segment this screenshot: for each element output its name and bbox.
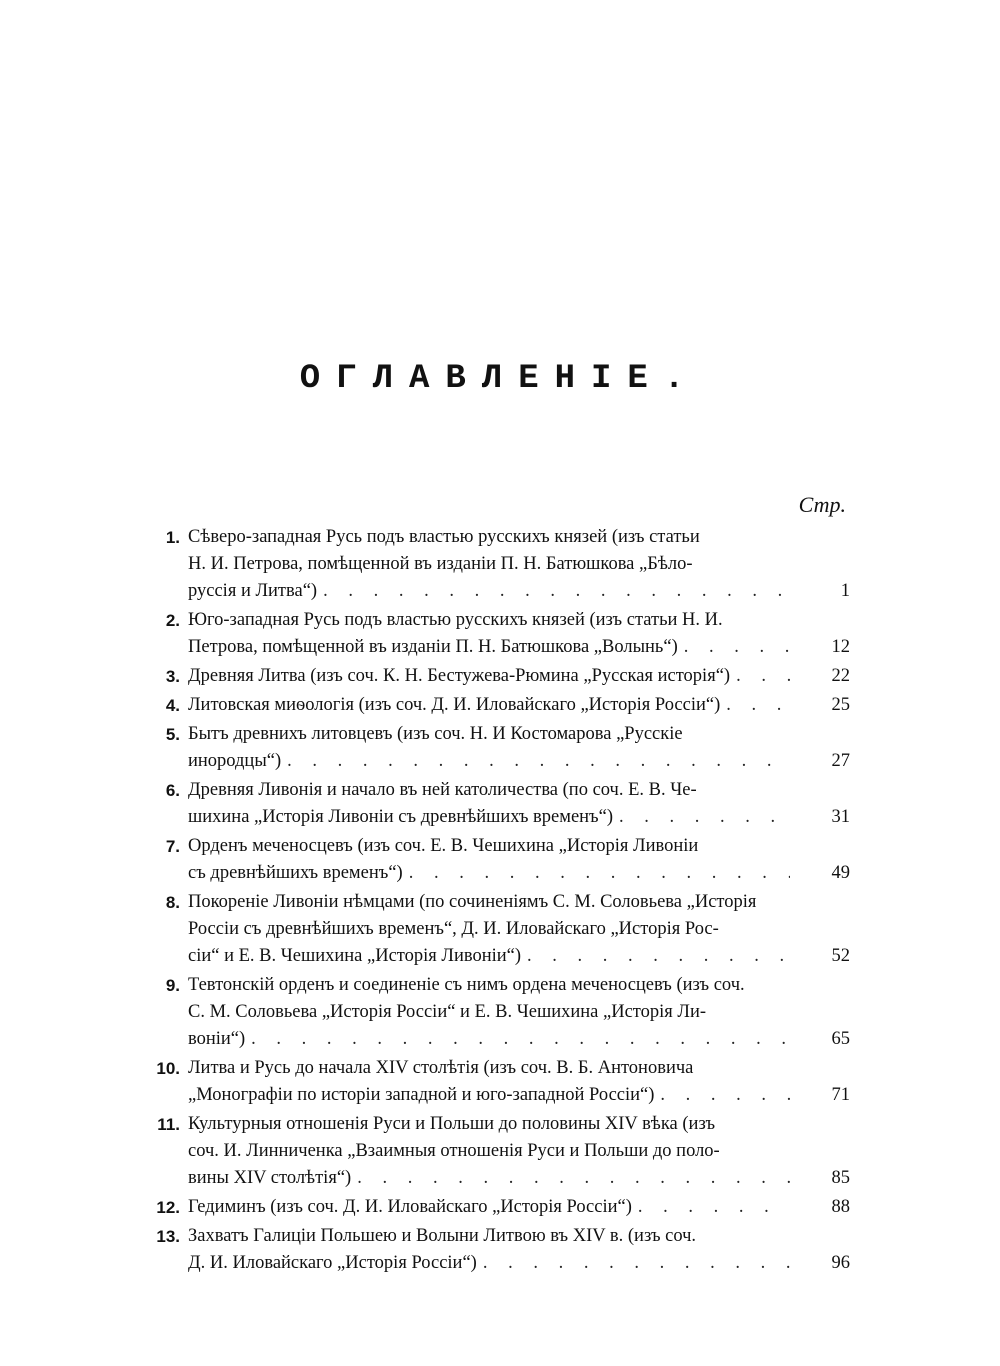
toc-entry: [150, 692, 850, 719]
toc-entry-page-number: 65: [831, 1029, 850, 1049]
toc-entry-number: 9.: [165, 976, 180, 995]
toc-entry-page-number: 88: [831, 1197, 850, 1217]
toc-entry-line: Культурныя отношенія Руси и Польши до половины XIV вѣка (изъ: [188, 1114, 716, 1134]
dot-leader: [736, 663, 790, 690]
toc-entry: [150, 1055, 850, 1109]
toc-entry: [150, 663, 850, 690]
toc-entry-number: 6.: [165, 781, 180, 800]
toc-entry-number: 7.: [165, 837, 180, 856]
toc-entry-line: руссія и Литва“): [188, 581, 318, 601]
page-title: ОГЛАВЛЕНІЕ.: [299, 360, 701, 398]
toc-entry-line: Сѣверо-западная Русь подъ властью русскихъ князей (изъ статьи: [188, 527, 700, 547]
toc-entry-page-number: 22: [831, 666, 850, 686]
toc-entry-line: Древняя Литва (изъ соч. К. Н. Бестужева-Рюмина „Русская исторія“): [188, 666, 731, 686]
toc-entry-number: 1.: [165, 528, 180, 547]
toc-entry-line: съ древнѣйшихъ временъ“): [188, 863, 403, 883]
toc-entry-line: „Монографіи по исторіи западной и юго-западной Россіи“): [188, 1085, 655, 1105]
dot-leader: [357, 1165, 790, 1192]
toc-entry: [150, 777, 850, 831]
dot-leader: [527, 943, 790, 970]
toc-entry-number: 4.: [165, 696, 180, 715]
toc-entry-line: Древняя Ливонія и начало въ ней католичества (по соч. Е. В. Че-: [188, 780, 697, 800]
toc-entry: [150, 524, 850, 605]
toc-entry: [150, 1194, 850, 1221]
toc-entry: [150, 889, 850, 970]
toc-entry-line: соч. И. Линниченка „Взаимныя отношенія Руси и Польши до поло-: [188, 1141, 720, 1161]
toc-entry-page-number: 52: [831, 946, 850, 966]
toc-entry-page-number: 1: [840, 581, 850, 601]
toc-entry-line: сіи“ и Е. В. Чешихина „Исторія Ливоніи“): [188, 946, 522, 966]
dot-leader: [287, 748, 790, 775]
toc-entry-number: 13.: [156, 1227, 180, 1246]
toc-entry-line: С. М. Соловьева „Исторія Россіи“ и Е. В. Чешихина „Исторія Ли-: [188, 1002, 706, 1022]
toc-entry-page-number: 71: [831, 1085, 850, 1105]
toc-entry: [150, 1111, 850, 1192]
toc-entry-number: 8.: [165, 893, 180, 912]
toc-entry-line: Литва и Русь до начала XIV столѣтія (изъ соч. В. Б. Антоновича: [188, 1058, 694, 1078]
dot-leader: [638, 1194, 790, 1221]
toc-entry-number: 5.: [165, 725, 180, 744]
toc-entry-page-number: 85: [831, 1168, 850, 1188]
toc-entry-number: 11.: [157, 1115, 180, 1134]
dot-leader: [726, 692, 790, 719]
dot-leader: [323, 578, 790, 605]
dot-leader: [409, 860, 790, 887]
toc-entry-number: 2.: [165, 611, 180, 630]
toc-entry-line: Бытъ древнихъ литовцевъ (изъ соч. Н. И Костомарова „Русскіе: [188, 724, 683, 744]
toc-entry-line: Литовская миѳологія (изъ соч. Д. И. Иловайскаго „Исторія Россіи“): [188, 695, 721, 715]
toc-entry-line: шихина „Исторія Ливоніи съ древнѣйшихъ временъ“): [188, 807, 613, 827]
toc-entry-page-number: 49: [831, 863, 850, 883]
toc-entry-line: Д. И. Иловайскаго „Исторія Россіи“): [188, 1253, 477, 1273]
toc-entry: [150, 972, 850, 1053]
toc-entry-line: Гедиминъ (изъ соч. Д. И. Иловайскаго „Исторія Россіи“): [188, 1197, 632, 1217]
toc-entry-line: Захватъ Галиціи Польшею и Волыни Литвою въ XIV в. (изъ соч.: [188, 1226, 697, 1246]
toc-entry-line: Покореніе Ливоніи нѣмцами (по сочиненіямъ С. М. Соловьева „Исторія: [188, 892, 757, 912]
dot-leader: [619, 804, 790, 831]
toc-entry-number: 12.: [156, 1198, 180, 1217]
toc-entry: [150, 833, 850, 887]
toc-entry-line: Россіи съ древнѣйшихъ временъ“, Д. И. Иловайскаго „Исторія Рос-: [188, 919, 719, 939]
toc-entry-number: 3.: [165, 667, 180, 686]
toc-entry: [150, 607, 850, 661]
toc-entry-page-number: 27: [831, 751, 850, 771]
page-column-label: Стр.: [798, 492, 846, 517]
dot-leader: [483, 1250, 790, 1277]
toc-entry-line: Орденъ меченосцевъ (изъ соч. Е. В. Чешихина „Исторія Ливоніи: [188, 836, 699, 856]
dot-leader: [251, 1026, 790, 1053]
toc-entry-line: Тевтонскій орденъ и соединеніе съ нимъ ордена меченосцевъ (изъ соч.: [188, 975, 745, 995]
toc-entry-line: воніи“): [188, 1029, 246, 1049]
toc-entry-page-number: 31: [831, 807, 850, 827]
toc-entry-line: Юго-западная Русь подъ властью русскихъ князей (изъ статьи Н. И.: [188, 610, 723, 630]
toc-entry-line: Н. И. Петрова, помѣщенной въ изданіи П. Н. Батюшкова „Бѣло-: [188, 554, 693, 574]
toc-entry-number: 10.: [156, 1059, 180, 1078]
toc-entry-line: вины XIV столѣтія“): [188, 1168, 352, 1188]
toc-entry-page-number: 12: [831, 637, 850, 657]
toc-entry-line: Петрова, помѣщенной въ изданіи П. Н. Батюшкова „Волынь“): [188, 637, 678, 657]
dot-leader: [684, 634, 790, 661]
toc-entry: [150, 721, 850, 775]
table-of-contents: [150, 524, 850, 1279]
toc-entry-page-number: 96: [831, 1253, 850, 1273]
toc-entry: [150, 1223, 850, 1277]
dot-leader: [660, 1082, 790, 1109]
toc-entry-page-number: 25: [831, 695, 850, 715]
toc-entry-line: инородцы“): [188, 751, 282, 771]
